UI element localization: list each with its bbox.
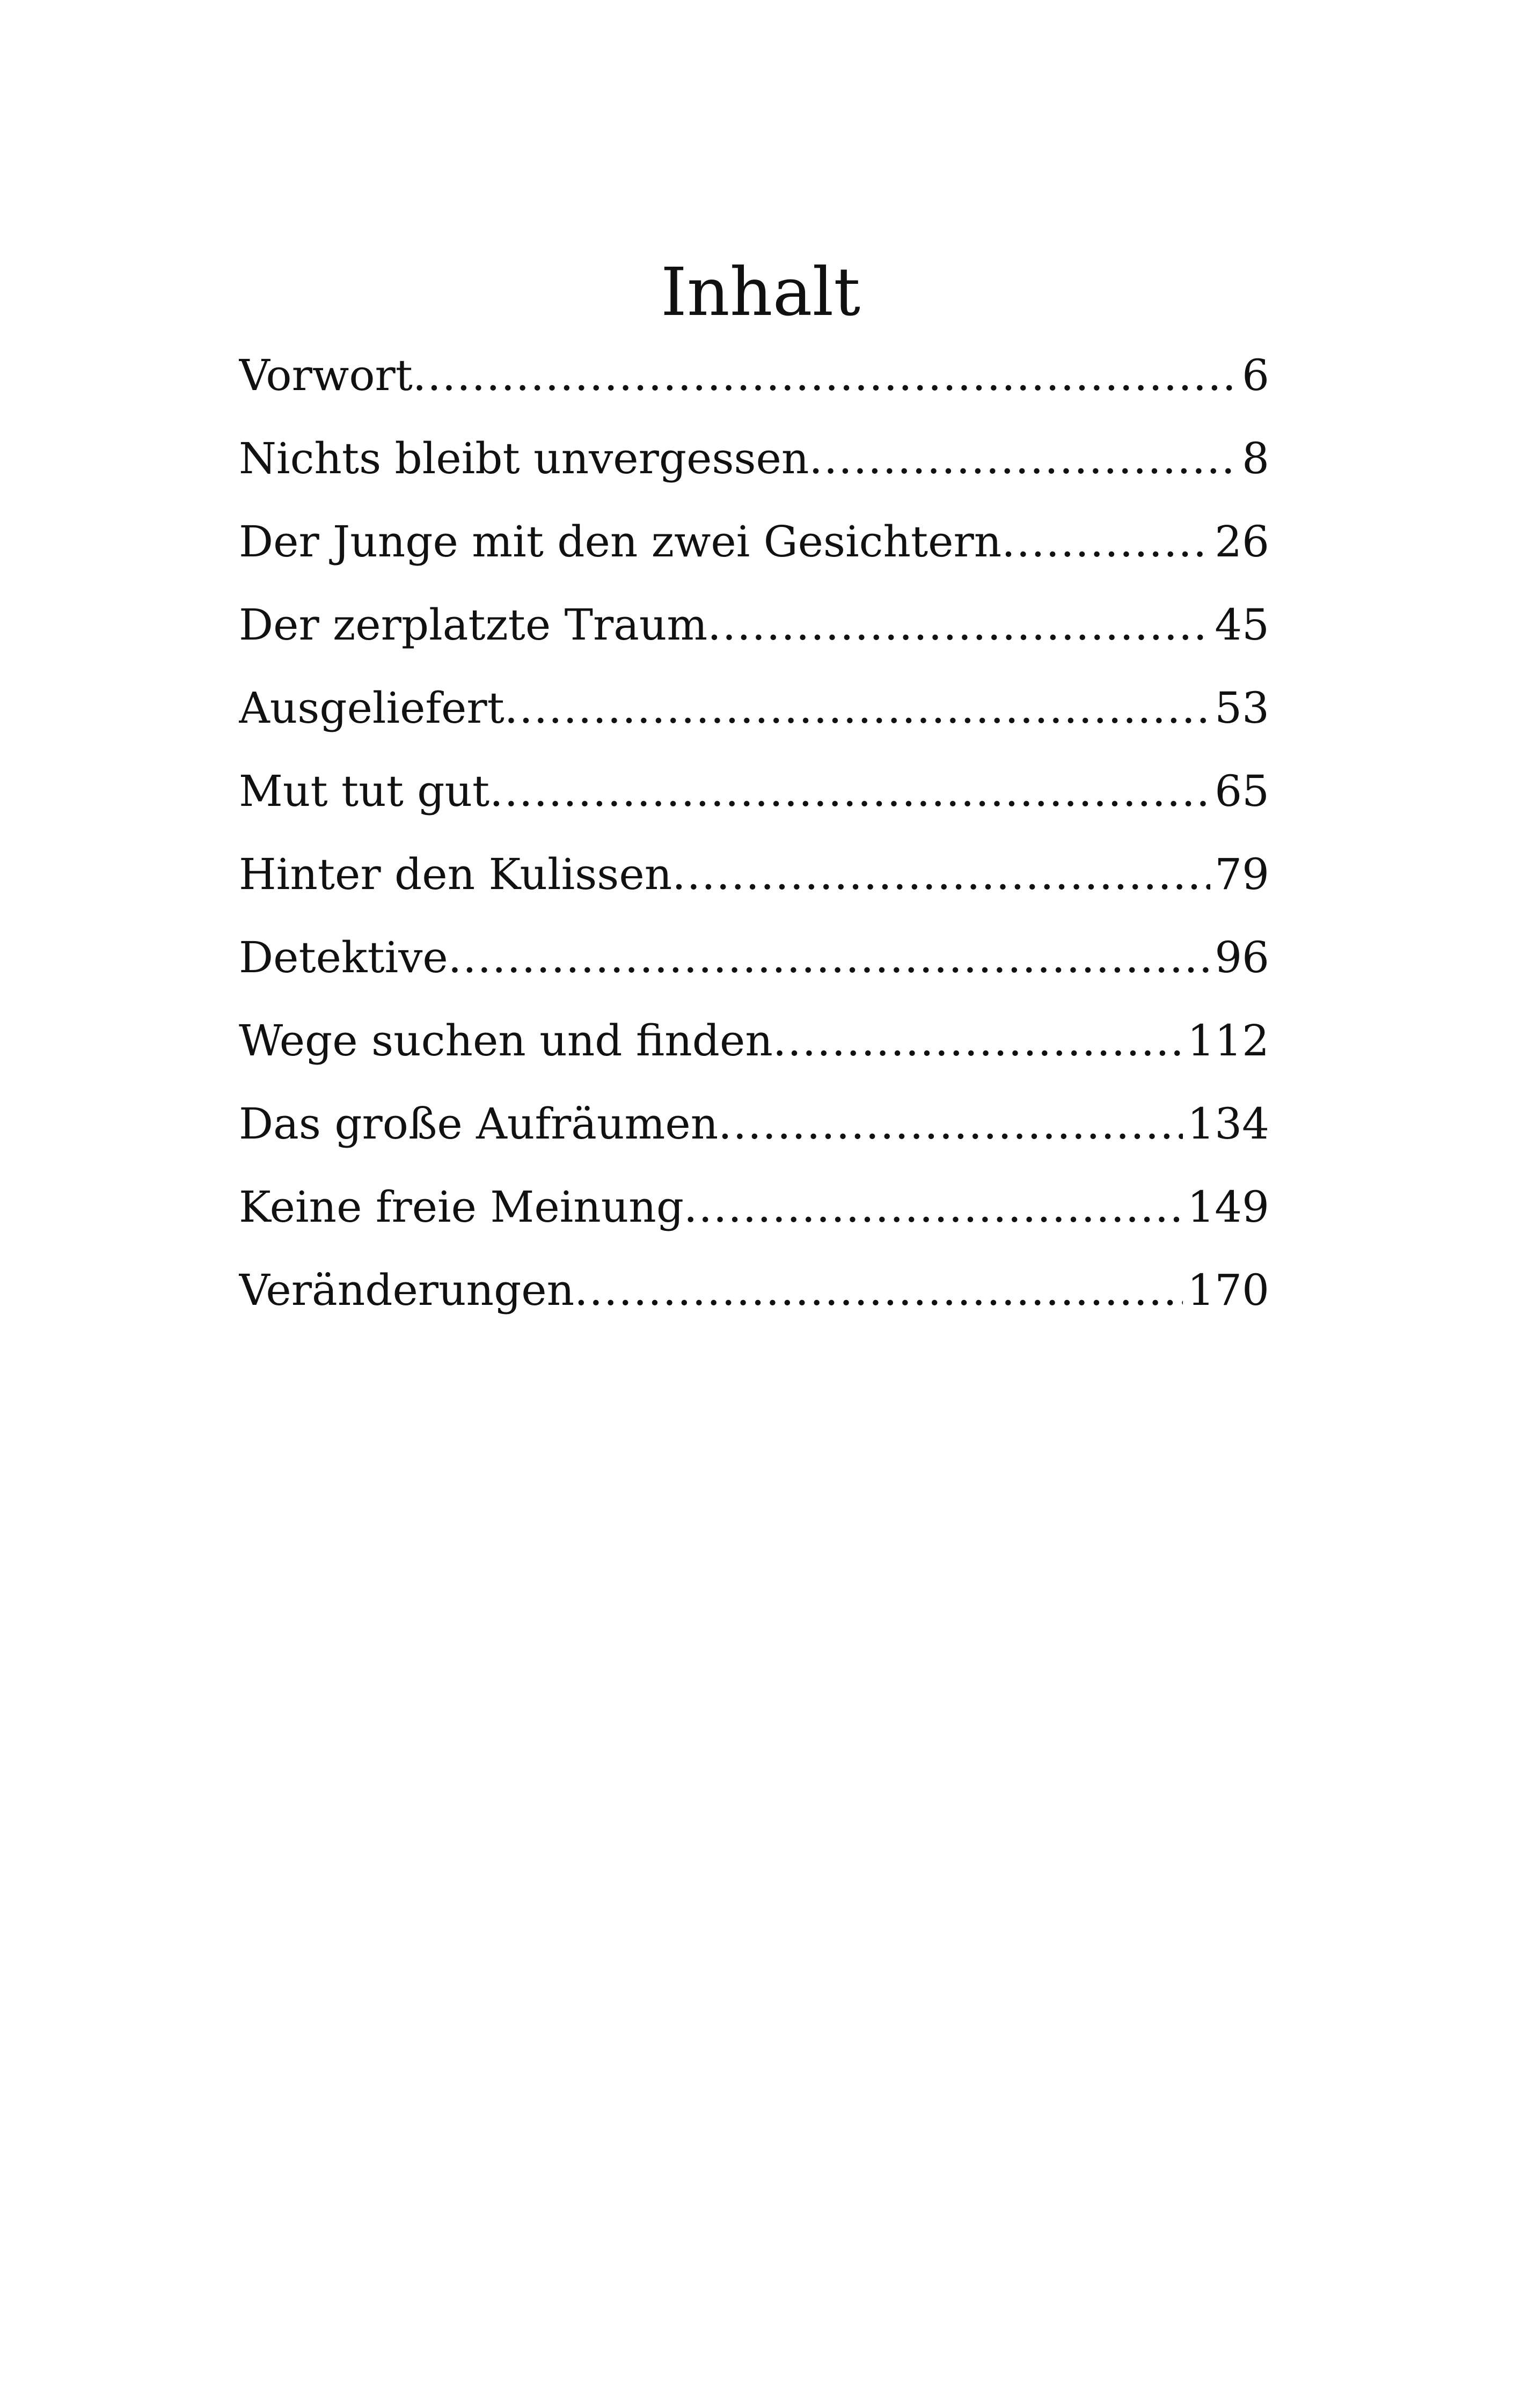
dot-leader xyxy=(707,593,1210,657)
toc-entry xyxy=(239,842,1269,926)
dot-leader xyxy=(413,343,1238,408)
toc-entry xyxy=(239,676,1269,759)
toc-entry-page: 8 xyxy=(1242,434,1269,483)
dot-leader xyxy=(773,1009,1183,1073)
toc-entry xyxy=(239,1175,1269,1258)
toc-entry-title: Der Junge mit den zwei Gesichtern xyxy=(239,517,1002,567)
dot-leader xyxy=(718,1092,1183,1156)
toc-entry xyxy=(239,343,1269,427)
toc-entry-page: 53 xyxy=(1215,683,1269,733)
toc-entry-page: 65 xyxy=(1215,766,1269,816)
dot-leader xyxy=(809,427,1238,491)
toc-entry xyxy=(239,1092,1269,1175)
toc-entry-page: 45 xyxy=(1215,600,1269,650)
dot-leader xyxy=(574,1258,1183,1323)
toc-entry-page: 170 xyxy=(1187,1265,1269,1315)
toc-entry-page: 26 xyxy=(1215,517,1269,567)
toc-entry-page: 96 xyxy=(1215,933,1269,982)
dot-leader xyxy=(1001,510,1210,574)
toc-entry xyxy=(239,926,1269,1009)
dot-leader xyxy=(489,759,1210,824)
dot-leader xyxy=(448,926,1210,990)
toc-entry-page: 79 xyxy=(1215,849,1269,899)
toc-entry-page: 134 xyxy=(1187,1099,1269,1149)
toc-entry-page: 112 xyxy=(1187,1016,1269,1066)
toc-entry xyxy=(239,427,1269,510)
toc-entry-title: Wege suchen und finden xyxy=(239,1016,773,1066)
toc-entry-page: 6 xyxy=(1242,350,1269,400)
toc-entry-title: Nichts bleibt unvergessen xyxy=(239,434,809,483)
toc-entry xyxy=(239,593,1269,676)
toc-entry xyxy=(239,1009,1269,1092)
toc-entry-title: Mut tut gut xyxy=(239,766,490,816)
toc-entry-title: Hinter den Kulissen xyxy=(239,849,672,899)
toc-entry-title: Vorwort xyxy=(239,350,413,400)
dot-leader xyxy=(684,1175,1183,1239)
dot-leader xyxy=(504,676,1210,740)
toc-entry-title: Ausgeliefert xyxy=(239,683,504,733)
dot-leader xyxy=(672,842,1210,907)
toc-entry-page: 149 xyxy=(1187,1182,1269,1232)
toc-entry-title: Keine freie Meinung xyxy=(239,1182,684,1232)
toc-entry xyxy=(239,759,1269,842)
toc-heading: Inhalt xyxy=(660,254,861,331)
toc-entry-title: Detektive xyxy=(239,933,448,982)
toc-entry xyxy=(239,510,1269,593)
toc-entry-title: Veränderungen xyxy=(239,1265,575,1315)
toc-list xyxy=(239,343,1269,1341)
toc-entry xyxy=(239,1258,1269,1341)
toc-entry-title: Der zerplatzte Traum xyxy=(239,600,708,650)
toc-entry-title: Das große Aufräumen xyxy=(239,1099,719,1149)
